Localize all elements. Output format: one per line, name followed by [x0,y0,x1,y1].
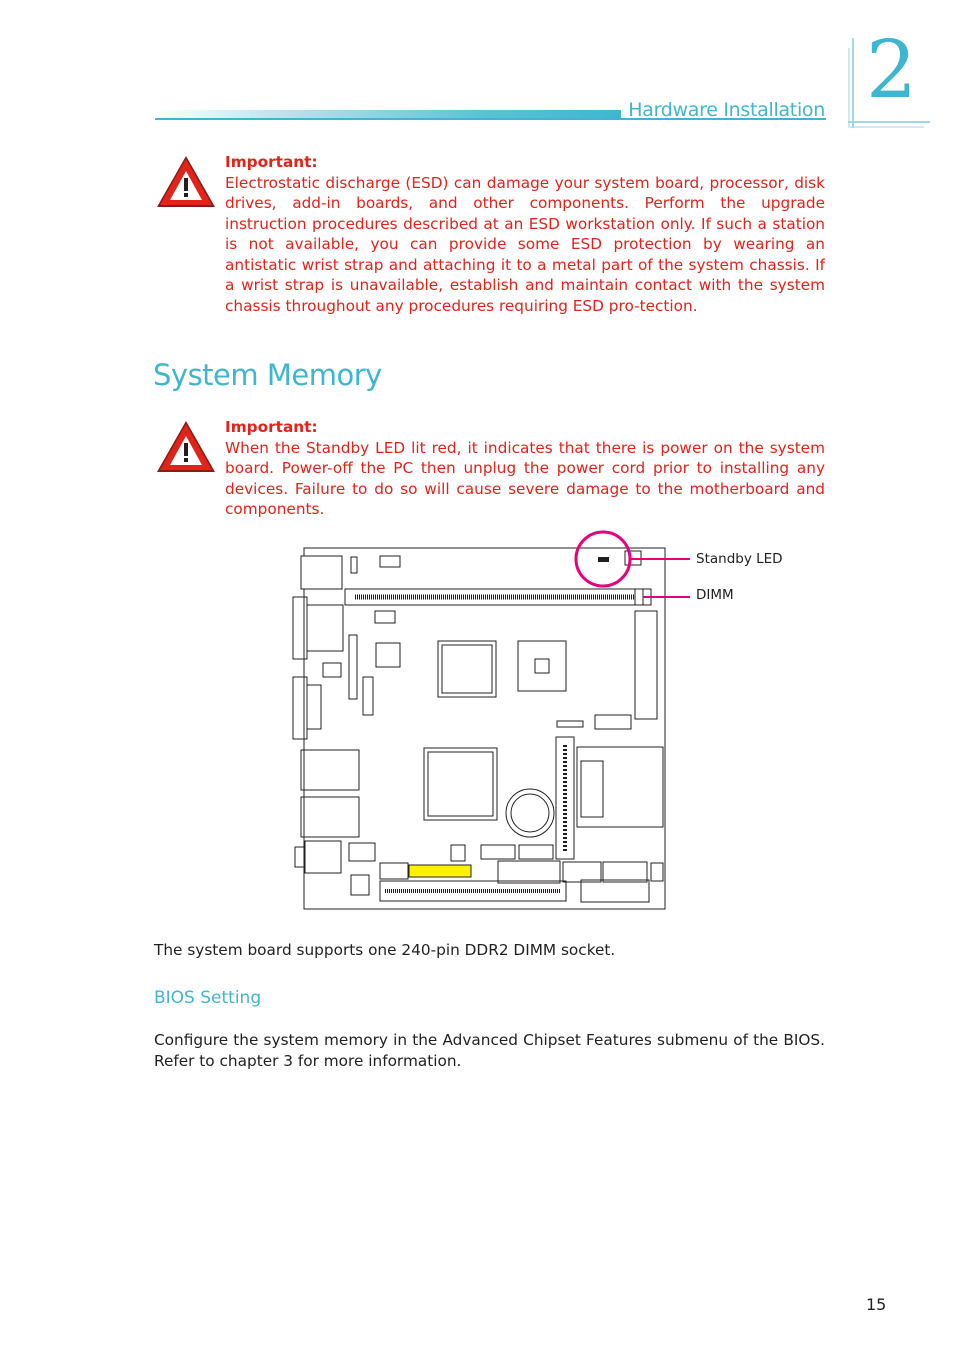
chapter-frame [852,38,854,128]
section-title: System Memory [153,358,382,392]
chapter-frame-base [848,121,930,123]
page-number: 15 [866,1295,887,1314]
notice-label: Important: [225,153,318,171]
bios-setting-heading: BIOS Setting [154,988,262,1008]
chapter-frame-shadow-base [848,126,924,128]
esd-important-notice [225,152,825,316]
chapter-number: 2 [866,23,917,116]
notice-label: Important: [225,418,318,436]
motherboard-diagram [285,525,695,915]
warning-triangle-icon [155,419,217,475]
notice-text: When the Standby LED lit red, it indicates that there is power on the system board. Power-off the PC then unplug the power cord prior to installing any devices. Failure to do so will cause severe damage to the motherboard and components. [225,438,825,518]
standby-led-callout: Standby LED [696,551,783,567]
memory-important-notice [225,417,825,520]
warning-triangle-icon [155,154,217,210]
section-header-title: Hardware Installation [628,99,825,121]
chapter-frame-shadow [848,48,850,128]
dimm-support-text: The system board supports one 240-pin DDR2 DIMM socket. [154,941,616,959]
dimm-callout: DIMM [696,587,734,603]
notice-text: Electrostatic discharge (ESD) can damage your system board, processor, disk drives, add-in boards, and other components. Perform the upgrade instruction procedures described at an ESD workstation only. If such a station is not available, you can provide some ESD protection by wearing an antistatic wrist strap and attaching it to a metal part of the system chassis. If a wrist strap is unavailable, establish and maintain contact with the system chassis throughout any procedures requiring ESD pro-tection. [225,173,825,315]
bios-setting-text: Configure the system memory in the Advanced Chipset Features submenu of the BIOS. Refer to chapter 3 for more information. [154,1031,825,1070]
